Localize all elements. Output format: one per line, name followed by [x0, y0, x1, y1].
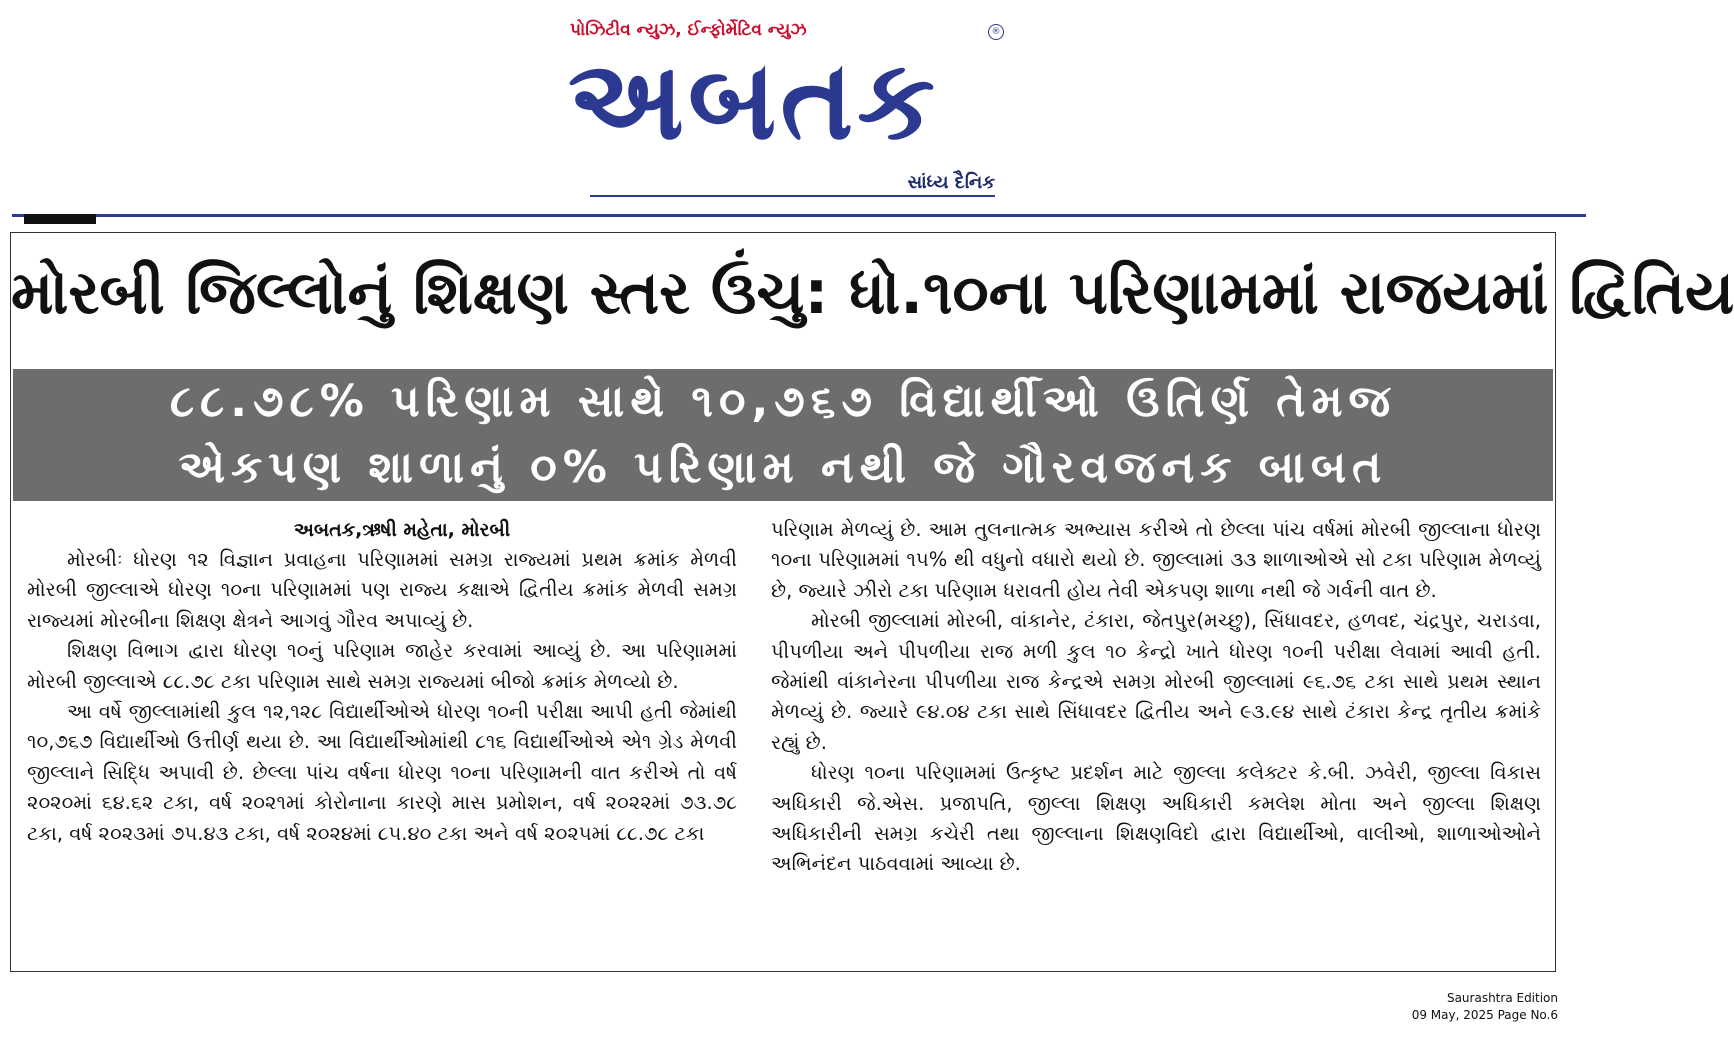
paragraph: આ વર્ષે જીલ્લામાંથી કુલ ૧૨,૧૨૮ વિદ્યાર્થીઓએ ધોરણ ૧૦ની પરીક્ષા આપી હતી જેમાંથી ૧૦,૭૬૭ વિદ્યાર્થીઓ ઉત્તીર્ણ થયા છે. આ વિદ્યાર્થીઓમાંથી ૮૧૬ વિદ્યાર્થીઓએ એ૧ ગ્રેડ મેળવી જીલ્લાને સિદ્ધિ અપાવી છે. છેલ્લા પાંચ વર્ષના ધોરણ ૧૦ના પરિણામની વાત કરીએ તો વર્ષ ૨૦૨૦માં ૬૪.૬૨ ટકા, વર્ષ ૨૦૨૧માં કોરોનાના કારણે માસ પ્રમોશન, વર્ષ ૨૦૨૨માં ૭૩.૭૮ ટકા, વર્ષ ૨૦૨૩માં ૭૫.૪૩ ટકા, વર્ષ ૨૦૨૪માં ૮૫.૪૦ ટકા અને વર્ષ ૨૦૨૫માં ૮૮.૭૮ ટકા	[27, 700, 737, 845]
masthead-subline: સાંધ્ય દૈનિક	[907, 172, 995, 193]
article-deck	[13, 369, 1553, 501]
deck-line-2: એકપણ શાળાનું ૦% પરિણામ નથી જે ગૌરવજનક બાબત	[178, 442, 1388, 493]
page-footer	[1412, 990, 1558, 1024]
masthead	[0, 0, 1586, 215]
article-box	[10, 232, 1734, 972]
newspaper-logo: અબતક	[568, 36, 939, 164]
article-headline: મોરબી જિલ્લોનું શિક્ષણ સ્તર ઉંચુ: ધો.૧૦ના પરિણામમાં રાજયમાં દ્વિતિય	[11, 258, 1734, 328]
masthead-rule	[590, 195, 995, 197]
paragraph: ધોરણ ૧૦ના પરિણામમાં ઉત્કૃષ્ટ પ્રદર્શન માટે જીલ્લા કલેક્ટર કે.બી. ઝવેરી, જીલ્લા વિકાસ અધિકારી જે.એસ. પ્રજાપતિ, જીલ્લા શિક્ષણ અધિકારી કમલેશ મોતા અને જીલ્લા શિક્ષણ અધિકારીની સમગ્ર કચેરી તથા જીલ્લાના શિક્ષણવિદો દ્વારા વિદ્યાર્થીઓ, વાલીઓ, શાળાઓઓને અભિનંદન પાઠવવામાં આવ્યા છે.	[771, 761, 1541, 876]
masthead-tagline: પોઝિટીવ ન્યુઝ, ઈન્ફોર્મેટિવ ન્યુઝ	[570, 20, 807, 40]
byline: અબતક,ઋષી મહેતા, મોરબી	[293, 519, 511, 541]
article-column-left	[27, 515, 737, 849]
registered-mark: ®	[988, 24, 1004, 40]
paragraph: મોરબી જીલ્લામાં મોરબી, વાંકાનેર, ટંકારા, જેતપુર(મચ્છુ), સિંધાવદર, હળવદ, ચંદ્રપુર, ચરાડવા, પીપળીયા અને પીપળીયા રાજ મળી કુલ ૧૦ કેન્દ્રો ખાતે ધોરણ ૧૦ની પરીક્ષા લેવામાં આવી હતી. જેમાંથી વાંકાનેરના પીપળીયા રાજ કેન્દ્રએ સમગ્ર મોરબી જીલ્લામાં ૯૬.૭૬ ટકા સાથે પ્રથમ સ્થાન મેળવ્યું છે. જ્યારે ૯૪.૦૪ ટકા સાથે સિંધાવદર દ્વિતીય અને ૯૩.૯૪ સાથે ટંકારા કેન્દ્ર તૃતીય ક્રમાંકે રહ્યું છે.	[771, 609, 1541, 754]
edition-label: Saurashtra Edition	[1446, 991, 1558, 1005]
article-column-right	[771, 515, 1541, 880]
top-divider	[12, 214, 1586, 217]
paragraph-continued: પરિણામ મેળવ્યું છે. આમ તુલનાત્મક અભ્યાસ કરીએ તો છેલ્લા પાંચ વર્ષમાં મોરબી જીલ્લાના ધોરણ ૧૦ના પરિણામમાં ૧૫% થી વધુનો વધારો થયો છે. જીલ્લામાં ૩૩ શાળાઓએ સો ટકા પરિણામ મેળવ્યું છે, જ્યારે ઝીરો ટકા પરિણામ ધરાવતી હોય તેવી એકપણ શાળા નથી જે ગર્વની વાત છે.	[771, 518, 1541, 602]
date-page-label: 09 May, 2025 Page No.6	[1411, 1008, 1558, 1022]
paragraph: શિક્ષણ વિભાગ દ્વારા ધોરણ ૧૦નું પરિણામ જાહેર કરવામાં આવ્યું છે. આ પરિણામમાં મોરબી જીલ્લાએ ૮૮.૭૮ ટકા પરિણામ સાથે સમગ્ર રાજ્યમાં બીજો ક્રમાંક મેળવ્યો છે.	[27, 639, 737, 693]
top-divider-accent	[24, 214, 96, 224]
paragraph: મોરબીઃ ધોરણ ૧૨ વિજ્ઞાન પ્રવાહના પરિણામમાં સમગ્ર રાજ્યમાં પ્રથમ ક્રમાંક મેળવી મોરબી જીલ્લાએ ધોરણ ૧૦ના પરિણામમાં પણ રાજ્ય કક્ષાએ દ્વિતીય ક્રમાંક મેળવી સમગ્ર રાજ્યમાં મોરબીના શિક્ષણ ક્ષેત્રને આગવું ગૌરવ અપાવ્યું છે.	[27, 548, 737, 632]
deck-line-1: ૮૮.૭૮% પરિણામ સાથે ૧૦,૭૬૭ વિદ્યાર્થીઓ ઉતિર્ણ તેમજ	[169, 376, 1397, 427]
